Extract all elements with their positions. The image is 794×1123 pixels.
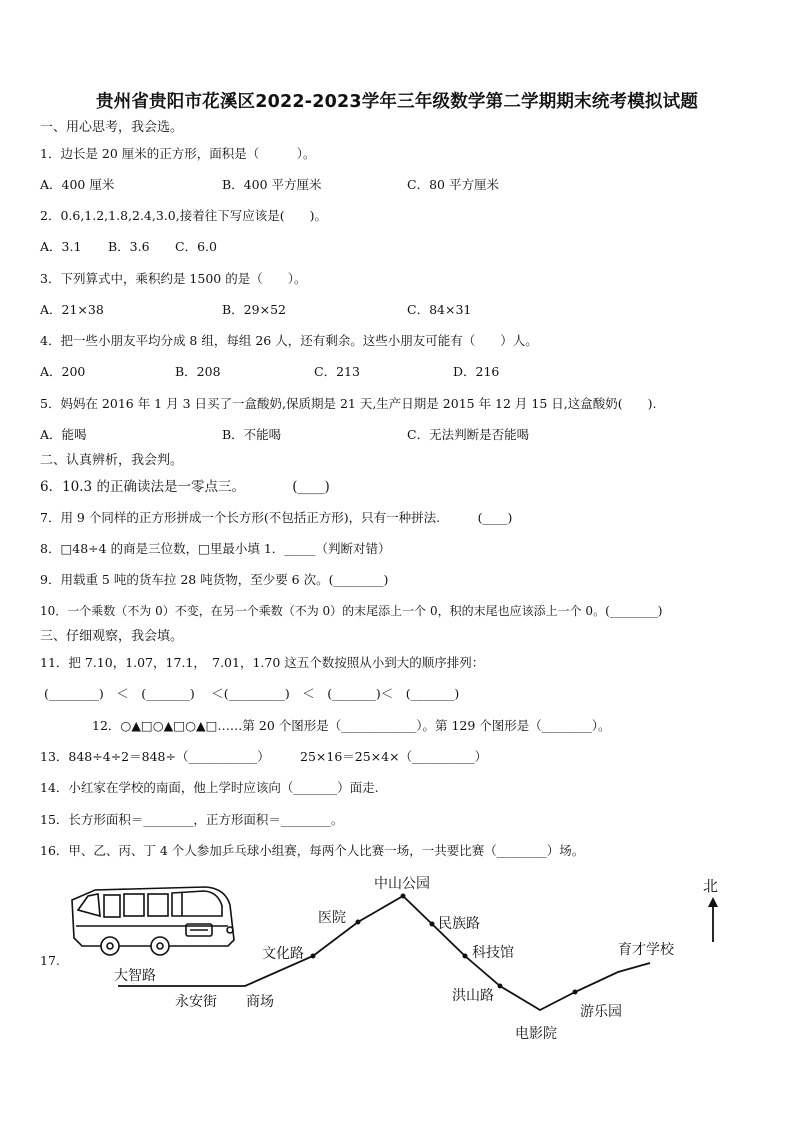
question-13b: 25×16＝25×4×（__________） <box>300 749 488 764</box>
q4-option-c: C．213 <box>314 364 360 379</box>
map-label-amusement-park: 游乐园 <box>580 1004 622 1020</box>
map-label-yongan-street: 永安街 <box>175 994 217 1010</box>
q2-option-b: B．3.6 <box>108 239 150 254</box>
map-label-hongshan-road: 洪山路 <box>452 988 494 1004</box>
map-label-wenhua-road: 文化路 <box>262 946 304 962</box>
question-9: 9．用载重 5 吨的货车拉 28 吨货物，至少要 6 次。(________) <box>40 572 389 587</box>
question-13a: 13．848÷4÷2＝848÷（___________） <box>40 749 270 764</box>
north-arrow-icon <box>708 897 718 942</box>
q5-option-a: A．能喝 <box>40 427 87 442</box>
question-12: 12．○▲□○▲□○▲□……第 20 个图形是（____________）。第 129 个图形是（________）。 <box>92 718 611 733</box>
question-1: 1．边长是 20 厘米的正方形，面积是（ ）。 <box>40 146 316 161</box>
question-7: 7．用 9 个同样的正方形拼成一个长方形(不包括正方形)，只有一种拼法. (____) <box>40 510 513 525</box>
q5-option-c: C．无法判断是否能喝 <box>407 427 530 442</box>
map-label-zhongshan-park: 中山公园 <box>374 876 430 892</box>
q1-option-b: B．400 平方厘米 <box>222 177 322 192</box>
q3-option-b: B．29×52 <box>222 302 286 317</box>
q4-option-d: D．216 <box>453 364 500 379</box>
map-label-science-museum: 科技馆 <box>472 945 514 961</box>
q2-option-a: A．3.1 <box>40 239 82 254</box>
question-8: 8．□48÷4 的商是三位数，□里最小填 1．_____（判断对错） <box>40 541 391 556</box>
q4-option-b: B．208 <box>175 364 221 379</box>
section-heading-3: 三、仔细观察，我会填。 <box>40 629 184 644</box>
question-2: 2．0.6,1.2,1.8,2.4,3.0,接着往下写应该是( )。 <box>40 208 327 223</box>
question-4: 4．把一些小朋友平均分成 8 组，每组 26 人，还有剩余。这些小朋友可能有（ ）人。 <box>40 333 538 348</box>
q2-option-c: C．6.0 <box>175 239 217 254</box>
route-line <box>118 896 650 1010</box>
section-heading-2: 二、认真辨析，我会判。 <box>40 453 184 468</box>
route-stops <box>311 894 578 995</box>
map-label-mall: 商场 <box>246 994 274 1010</box>
q3-option-c: C．84×31 <box>407 302 472 317</box>
q1-option-a: A．400 厘米 <box>40 177 115 192</box>
bus-icon <box>72 887 234 955</box>
question-3: 3．下列算式中，乘积约是 1500 的是（ ）。 <box>40 271 307 286</box>
q11-answer-blanks: (________) ＜ (_______) ＜(_________) ＜ (_______)＜ (_______) <box>44 686 460 701</box>
route-map <box>0 860 794 1060</box>
question-16: 16．甲、乙、丙、丁 4 个人参加乒乓球小组赛，每两个人比赛一场，一共要比赛（________）场。 <box>40 843 585 858</box>
question-14: 14．小红家在学校的南面，他上学时应该向（_______）面走. <box>40 780 379 795</box>
map-label-minzu-road: 民族路 <box>438 916 480 932</box>
q3-option-a: A．21×38 <box>40 302 104 317</box>
question-15: 15．长方形面积＝________，正方形面积＝________。 <box>40 812 344 827</box>
question-6: 6．10.3 的正确读法是一零点三。 (____) <box>40 479 330 495</box>
page-title: 贵州省贵阳市花溪区2022-2023学年三年级数学第二学期期末统考模拟试题 <box>95 92 699 112</box>
section-heading-1: 一、用心思考，我会选。 <box>40 120 184 135</box>
question-17-number: 17. <box>40 953 60 968</box>
north-label: 北 <box>703 877 719 895</box>
question-11: 11．把 7.10，1.07，17.1， 7.01，1.70 这五个数按照从小到大的顺序排列： <box>40 655 485 670</box>
question-5: 5．妈妈在 2016 年 1 月 3 日买了一盒酸奶,保质期是 21 天,生产日期是 2015 年 12 月 15 日,这盒酸奶( ). <box>40 396 657 411</box>
map-label-yucai-school: 育才学校 <box>618 942 674 958</box>
map-label-dazhi-road: 大智路 <box>114 968 156 984</box>
question-10: 10．一个乘数（不为 0）不变，在另一个乘数（不为 0）的末尾添上一个 0，积的末尾也应该添上一个 0。(________) <box>40 604 663 618</box>
map-label-cinema: 电影院 <box>515 1026 557 1042</box>
q1-option-c: C．80 平方厘米 <box>407 177 499 192</box>
q4-option-a: A．200 <box>40 364 86 379</box>
map-label-hospital: 医院 <box>318 910 346 926</box>
q5-option-b: B．不能喝 <box>222 427 282 442</box>
